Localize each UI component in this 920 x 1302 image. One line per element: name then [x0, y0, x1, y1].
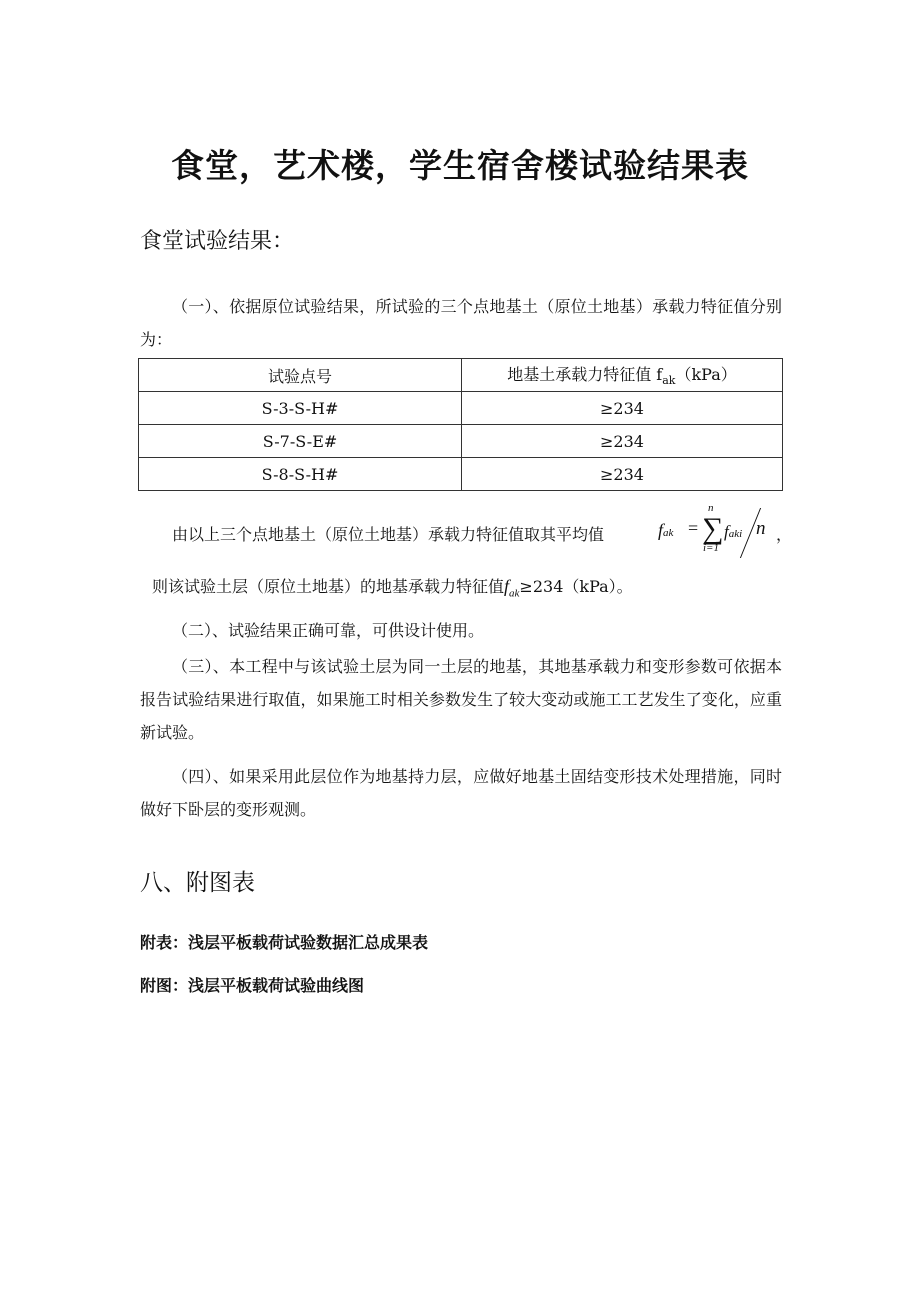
cell-point: S-8-S-H# [139, 458, 462, 491]
table-header-row [139, 359, 783, 392]
table-row [139, 458, 783, 491]
formula-f: f [658, 520, 664, 540]
formula-sentence: 由以上三个点地基土（原位土地基）承载力特征值取其平均值 [172, 525, 605, 544]
cell-point: S-3-S-H# [139, 392, 462, 425]
conclusion-f: f [504, 576, 510, 596]
cell-value: ≥234 [462, 425, 783, 458]
point-3: （三）、本工程中与该试验土层为同一土层的地基，其地基承载力和变形参数可依据本报告试验结果进行取值，如果施工时相关参数发生了较大变动或施工工艺发生了变化，应重新试验。 [140, 657, 782, 742]
appendix-figure-item: 附图：浅层平板载荷试验曲线图 [140, 976, 365, 995]
formula-term-f: f [724, 522, 729, 541]
formula-n: n [756, 518, 766, 539]
formula-aki: aki [728, 528, 743, 540]
header-value-suffix: （kPa） [675, 365, 737, 385]
formula-lower-limit: i=1 [703, 542, 719, 554]
formula-lhs [658, 520, 673, 541]
results-table [138, 358, 783, 491]
section-heading: 食堂试验结果： [140, 229, 295, 254]
formula-ak: ak [663, 527, 674, 539]
header-value-prefix: 地基土承载力特征值 f [507, 365, 663, 385]
appendix-table-item: 附表：浅层平板载荷试验数据汇总成果表 [140, 933, 429, 952]
header-value [462, 359, 783, 392]
cell-value: ≥234 [462, 392, 783, 425]
formula-comma: ， [776, 527, 793, 544]
table-row [139, 425, 783, 458]
header-value-sub: ak [662, 374, 676, 388]
conclusion-prefix: 则该试验土层（原位土地基）的地基承载力特征值 [152, 577, 505, 596]
point-4: （四）、如果采用此层位作为地基持力层，应做好地基土固结变形技术处理措施，同时做好下卧层的变形观测。 [140, 767, 782, 819]
point-2: （二）、试验结果正确可靠，可供设计使用。 [172, 621, 485, 640]
average-formula [658, 504, 798, 564]
formula-line [172, 502, 793, 564]
conclusion-suffix: ≥234（kPa）。 [519, 577, 633, 596]
cell-point: S-7-S-E# [139, 425, 462, 458]
formula-equals: = [688, 518, 699, 538]
document-title: 食堂，艺术楼，学生宿舍楼试验结果表 [171, 146, 749, 185]
cell-value: ≥234 [462, 458, 783, 491]
intro-paragraph: （一）、依据原位试验结果，所试验的三个点地基土（原位土地基）承载力特征值分别为： [140, 297, 782, 349]
formula-sigma: ∑ [702, 512, 724, 545]
formula-upper-limit: n [708, 502, 714, 514]
formula-term [724, 522, 742, 542]
conclusion-sub: ak [509, 587, 520, 600]
header-point: 试验点号 [139, 359, 462, 392]
conclusion-fak [504, 576, 520, 600]
appendix-heading: 八、附图表 [140, 870, 255, 896]
conclusion-line [152, 574, 633, 600]
table-row [139, 392, 783, 425]
